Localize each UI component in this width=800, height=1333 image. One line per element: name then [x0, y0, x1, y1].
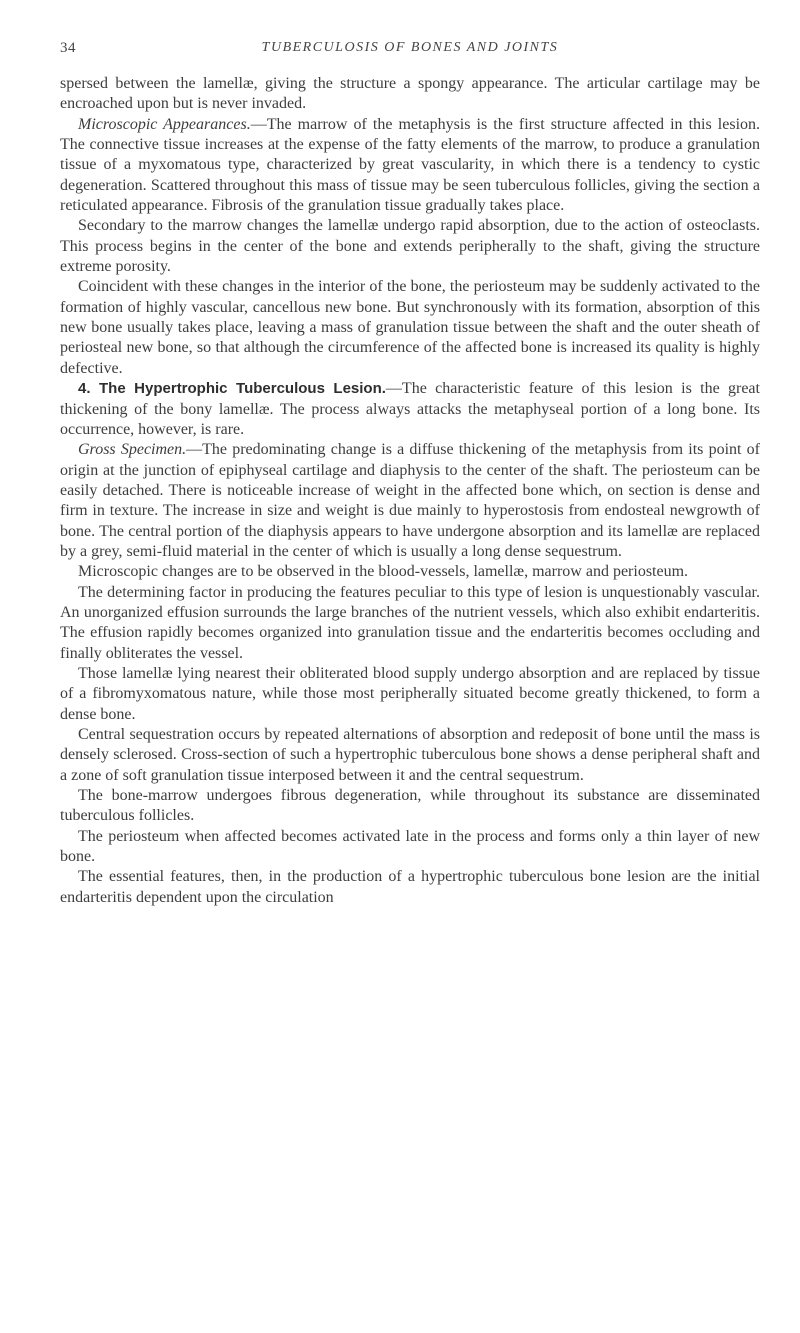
paragraph-text: —The characteristic feature of this lesion is the great thickening of the bony lamellæ. The process always attacks the metaphyseal portion of a long bone. Its occurrence, however, is rare. — [60, 380, 760, 438]
paragraph-text: The periosteum when affected becomes activated late in the process and forms only a thin layer of new bone. — [60, 827, 760, 866]
paragraph-p7 — [60, 562, 760, 582]
paragraph-text: Central sequestration occurs by repeated alternations of absorption and redeposit of bone until the mass is densely sclerosed. Cross-section of such a hypertrophic tuberculous bone shows a dense peripheral shaft and a zone of soft granulation tissue interposed between it and the central sequestrum. — [60, 726, 760, 784]
paragraph-p12 — [60, 827, 760, 868]
paragraph-text: Coincident with these changes in the interior of the bone, the periosteum may be suddenly activated to the formation of highly vascular, cancellous new bone. But synchronously with its formation, absorption of this new bone usually takes place, leaving a mass of granulation tissue between the shaft and the outer sheath of periosteal new bone, so that although the circumference of the affected bone is increased its quality is highly defective. — [60, 278, 760, 377]
running-head: TUBERCULOSIS OF BONES AND JOINTS — [261, 40, 559, 55]
body-text — [60, 74, 760, 908]
paragraph-text: Microscopic changes are to be observed in the blood-vessels, lamellæ, marrow and periosteum. — [78, 563, 689, 581]
paragraph-text: The essential features, then, in the production of a hypertrophic tuberculous bone lesion are the initial endarteritis dependent upon the circulation — [60, 868, 760, 906]
paragraph-p5 — [60, 379, 760, 440]
paragraph-text: Those lamellæ lying nearest their obliterated blood supply undergo absorption and are replaced by tissue of a fibromyxomatous nature, while those most peripherally situated become greatly thickened, to form a dense bone. — [60, 664, 760, 723]
document-page — [60, 40, 760, 908]
paragraph-text: The bone-marrow undergoes fibrous degeneration, while throughout its substance are disseminated tuberculous follicles. — [60, 787, 760, 825]
subheading-gross-specimen: Gross Specimen. — [78, 441, 187, 459]
paragraph-p1 — [60, 74, 760, 115]
page-header — [60, 40, 760, 64]
section-heading-hypertrophic-lesion: 4. The Hypertrophic Tuberculous Lesion. — [78, 380, 386, 398]
paragraph-p2 — [60, 115, 760, 217]
paragraph-text: —The predominating change is a diffuse thickening of the metaphysis from its point of origin at the junction of epiphyseal cartilage and diaphysis to the center of the shaft. The periosteum can be easily detached. There is noticeable increase of weight in the affected bone which, on section is dense and firm in texture. The increase in size and weight is due mainly to hyperostosis from endosteal newgrowth of bone. The central portion of the diaphysis appears to have undergone absorption and its lamellæ are replaced by a grey, semi-fluid material in the center of which is usually a long dense sequestrum. — [60, 441, 761, 560]
paragraph-text: The determining factor in producing the features peculiar to this type of lesion is unquestionably vascular. An unorganized effusion surrounds the large branches of the nutrient vessels, which also exhibit endarteritis. The effusion rapidly becomes organized into granulation tissue and the endarteritis becomes occluding and finally obliterates the vessel. — [60, 583, 760, 662]
paragraph-p13 — [60, 867, 760, 908]
paragraph-text: spersed between the lamellæ, giving the structure a spongy appearance. The articular cartilage may be encroached upon but is never invaded. — [60, 75, 760, 113]
paragraph-p3 — [60, 216, 760, 277]
subheading-microscopic-appearances: Microscopic Appearances. — [78, 115, 251, 133]
paragraph-text: —The marrow of the metaphysis is the first structure affected in this lesion. The connective tissue increases at the expense of the fatty elements of the marrow, to produce a granulation tissue of a myxomatous type, characterized by great vascularity, in which there is a tendency to cystic degeneration. Scattered throughout this mass of tissue may be seen tuberculous follicles, giving the section a reticulated appearance. Fibrosis of the granulation tissue gradually takes place. — [60, 115, 761, 215]
paragraph-p6 — [60, 440, 760, 562]
paragraph-p8 — [60, 583, 760, 664]
page-number: 34 — [60, 40, 76, 56]
paragraph-p4 — [60, 277, 760, 379]
paragraph-p10 — [60, 725, 760, 786]
paragraph-text: Secondary to the marrow changes the lamellæ undergo rapid absorption, due to the action of osteoclasts. This process begins in the center of the bone and extends peripherally to the shaft, giving the structure extreme porosity. — [60, 217, 760, 276]
paragraph-p9 — [60, 664, 760, 725]
paragraph-p11 — [60, 786, 760, 827]
